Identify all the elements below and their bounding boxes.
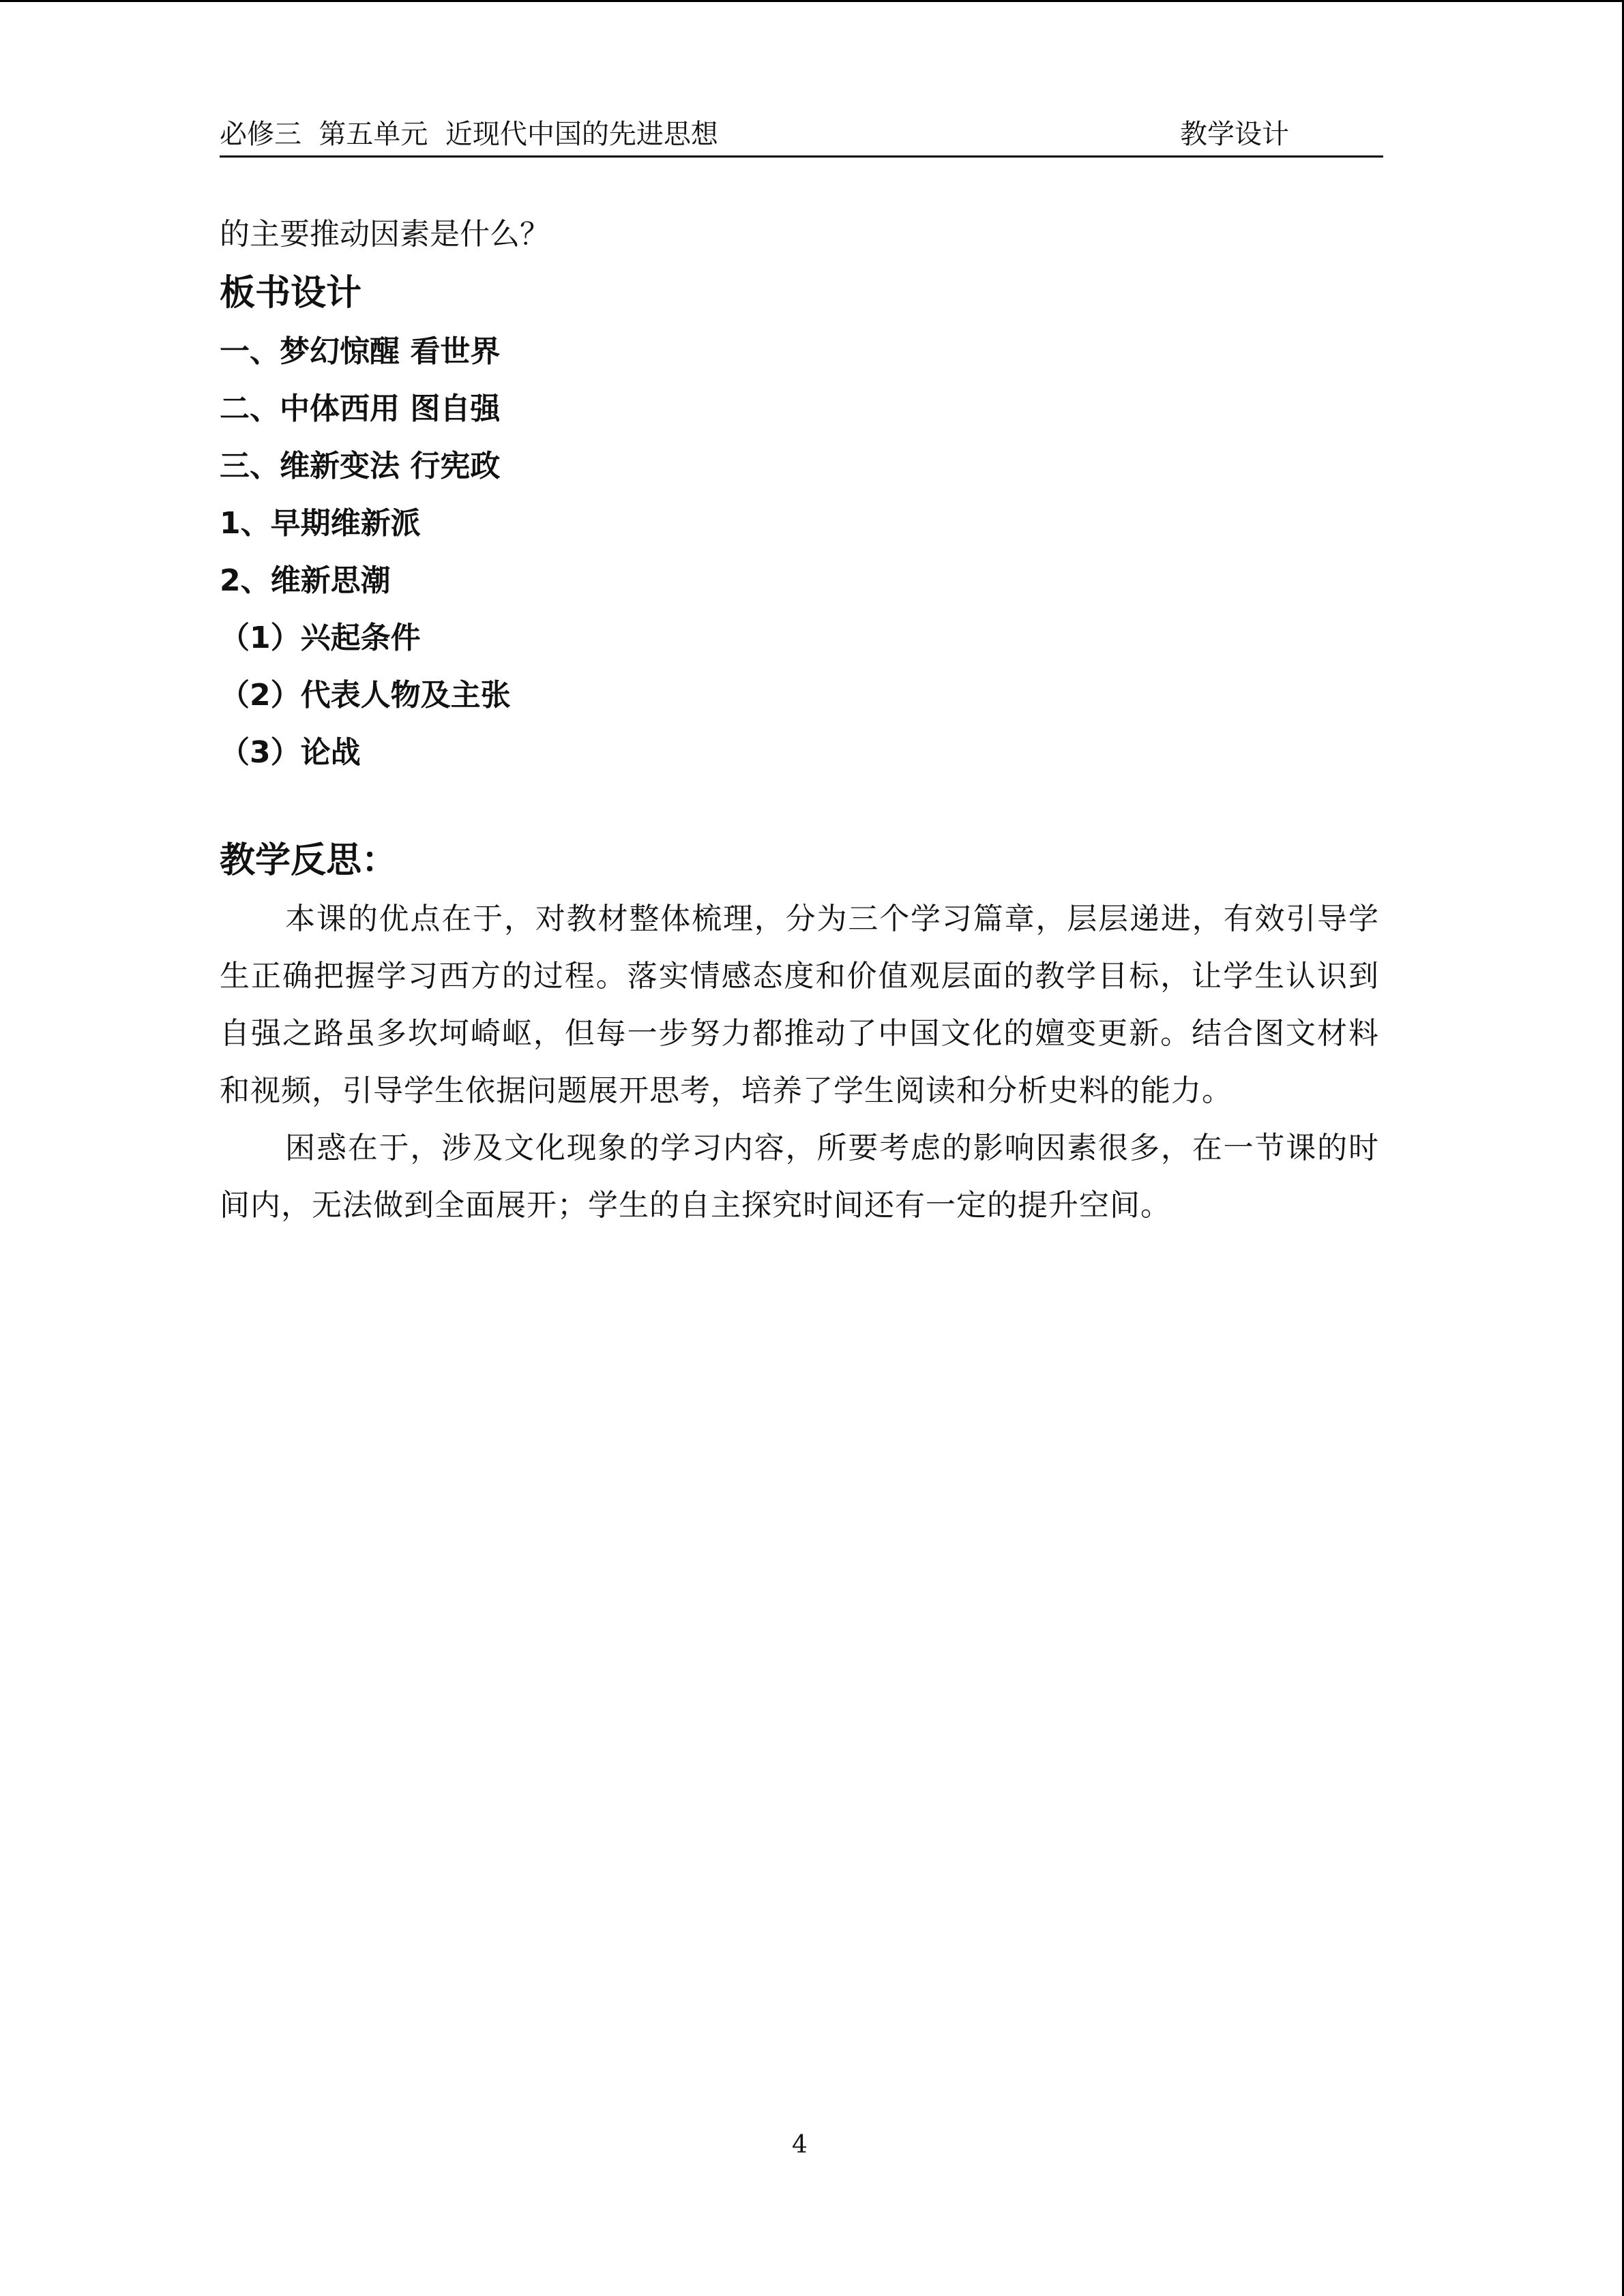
board-subitem-2-1: （1）兴起条件	[220, 621, 421, 655]
board-subitem-2: 2、维新思潮	[220, 563, 391, 598]
continuation-text: 的主要推动因素是什么？	[220, 217, 550, 252]
section-spacer	[220, 781, 1379, 831]
board-design-heading: 板书设计	[220, 273, 362, 314]
reflection-heading: 教学反思：	[220, 840, 398, 881]
board-item-1: 一、梦幻惊醒 看世界	[220, 334, 501, 369]
page-number: 4	[792, 2131, 808, 2159]
header-course-title: 必修三 第五单元 近现代中国的先进思想	[220, 119, 718, 150]
board-subitem-2-3: （3）论战	[220, 735, 361, 770]
board-subitem-2-2: （2）代表人物及主张	[220, 678, 511, 713]
header-doc-type: 教学设计	[1180, 119, 1289, 150]
page-header	[220, 115, 1383, 158]
top-border-line	[0, 0, 1624, 2]
board-item-2: 二、中体西用 图自强	[220, 391, 501, 426]
board-subitem-1: 1、早期维新派	[220, 506, 421, 541]
reflection-paragraph-1: 本课的优点在于，对教材整体梳理，分为三个学习篇章，层层递进，有效引导学生正确把握学习西方的过程。落实情感态度和价值观层面的教学目标，让学生认识到自强之路虽多坎坷崎岖，但每一步努力都推动了中国文化的嬗变更新。结合图文材料和视频，引导学生依据问题展开思考，培养了学生阅读和分析史料的能力。	[220, 901, 1379, 1108]
page-content	[220, 206, 1379, 1234]
board-item-3: 三、维新变法 行宪政	[220, 449, 501, 483]
reflection-paragraph-2: 困惑在于，涉及文化现象的学习内容，所要考虑的影响因素很多，在一节课的时间内，无法做到全面展开；学生的自主探究时间还有一定的提升空间。	[220, 1131, 1379, 1223]
